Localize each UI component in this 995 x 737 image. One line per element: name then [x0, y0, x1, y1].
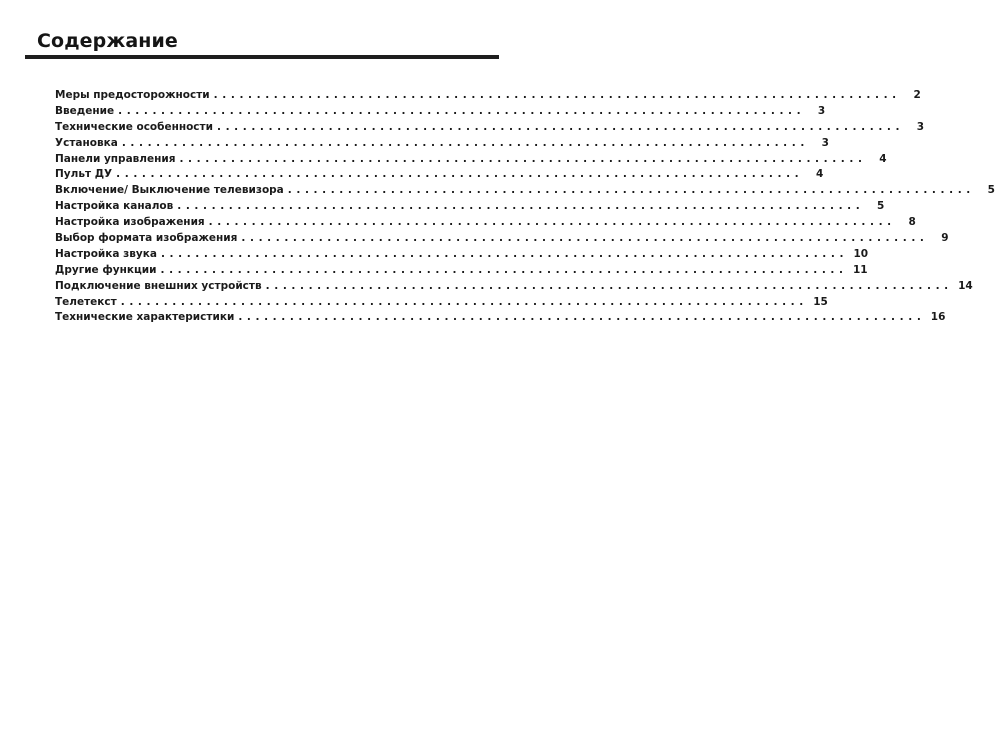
dot-leader: ................................................................................ [120, 295, 808, 308]
toc-entry-page: 11 [852, 263, 868, 276]
toc-entry[interactable] [55, 104, 826, 120]
toc-entry-title: Меры предосторожности [55, 89, 210, 101]
toc-entry[interactable] [55, 295, 828, 311]
table-of-contents [55, 88, 995, 326]
toc-entry[interactable] [55, 88, 921, 104]
toc-entry-page: 8 [908, 216, 916, 229]
dot-leader: ................................................................................ [287, 184, 975, 197]
toc-entry[interactable] [55, 136, 829, 152]
toc-entry[interactable] [55, 231, 949, 247]
toc-entry-title: Панели управления [55, 152, 176, 165]
dot-leader: ................................................................................ [121, 136, 809, 149]
toc-entry[interactable] [55, 167, 824, 183]
toc-entry-page: 4 [879, 152, 887, 165]
toc-entry-title: Технические особенности [55, 120, 213, 133]
toc-entry-title: Введение [55, 104, 115, 117]
toc-entry-title: Настройка каналов [55, 200, 174, 213]
toc-entry-page: 14 [958, 279, 973, 292]
toc-entry-title: Другие функции [55, 263, 157, 276]
dot-leader: ................................................................................ [116, 168, 804, 181]
toc-entry-page: 3 [817, 104, 826, 117]
toc-entry-title: Настройка звука [55, 247, 157, 260]
toc-entry-page: 16 [930, 311, 946, 324]
dot-leader: ................................................................................ [208, 216, 896, 229]
toc-entry-title: Подключение внешних устройств [55, 279, 262, 292]
toc-entry-title: Телетекст [55, 295, 117, 308]
toc-entry-page: 5 [877, 200, 885, 213]
toc-entry-page: 2 [913, 89, 921, 101]
toc-entry[interactable] [55, 263, 868, 279]
toc-entry-page: 3 [916, 120, 925, 133]
toc-entry[interactable] [55, 279, 973, 295]
toc-entry[interactable] [55, 183, 995, 199]
dot-leader: ................................................................................ [238, 311, 926, 324]
toc-entry-title: Пульт ДУ [55, 168, 113, 181]
toc-entry[interactable] [55, 247, 869, 263]
page-title: Содержание [37, 30, 178, 52]
toc-entry[interactable] [55, 120, 925, 136]
title-rule [25, 55, 499, 59]
dot-leader: ................................................................................ [177, 200, 865, 213]
dot-leader: ................................................................................ [241, 232, 929, 245]
toc-entry-title: Настройка изображения [55, 216, 205, 229]
toc-entry[interactable] [55, 152, 887, 168]
toc-entry[interactable] [55, 310, 946, 326]
toc-entry[interactable] [55, 215, 916, 231]
dot-leader: ................................................................................ [265, 279, 953, 292]
toc-entry-title: Установка [55, 136, 118, 149]
toc-entry[interactable] [55, 199, 885, 215]
toc-entry-page: 9 [941, 232, 949, 245]
dot-leader: ................................................................................ [160, 247, 849, 260]
toc-entry-title: Выбор формата изображения [55, 232, 238, 245]
toc-entry-page: 3 [821, 136, 829, 149]
dot-leader: ................................................................................ [179, 152, 867, 165]
toc-entry-page: 10 [853, 247, 869, 260]
dot-leader: ................................................................................ [160, 263, 848, 276]
dot-leader: ................................................................................ [118, 104, 806, 117]
toc-entry-title: Технические характеристики [55, 311, 235, 324]
toc-entry-title: Включение/ Выключение телевизора [55, 184, 284, 197]
dot-leader: ................................................................................ [213, 89, 901, 101]
toc-entry-page: 4 [815, 168, 824, 181]
toc-entry-page: 5 [987, 184, 995, 197]
dot-leader: ................................................................................ [216, 120, 905, 133]
toc-entry-page: 15 [813, 295, 828, 308]
